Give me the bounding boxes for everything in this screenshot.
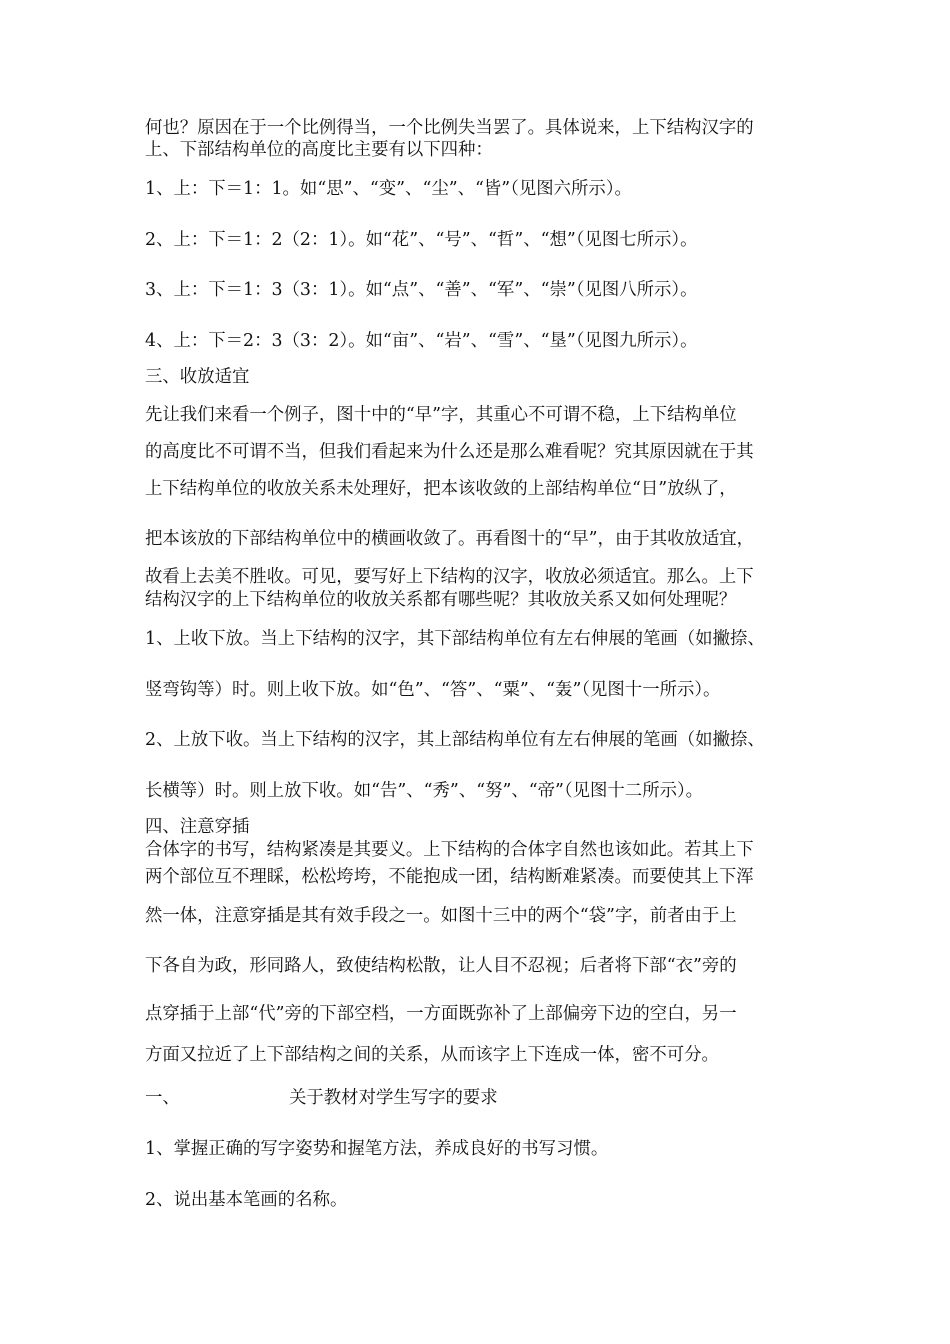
- section-number: 一、: [145, 1088, 180, 1108]
- text-line: 然一体，注意穿插是其有效手段之一。如图十三中的两个“袋”字，前者由于上: [145, 906, 737, 926]
- text-line: 把本该放的下部结构单位中的横画收敛了。再看图十的“早”，由于其收放适宜，: [145, 529, 755, 549]
- section-title: 关于教材对学生写字的要求: [289, 1088, 498, 1108]
- list-item: 长横等）时。则上放下收。如“告”、“秀”、“努”、“帝”（见图十二所示）。: [145, 781, 704, 801]
- ratio-item-4: 4、上：下＝2：3（3：2）。如“亩”、“岩”、“雪”、“垦”（见图九所示）。: [145, 331, 698, 351]
- text-line: 何也？原因在于一个比例得当，一个比例失当罢了。具体说来，上下结构汉字的: [145, 118, 754, 138]
- ratio-item-2: 2、上：下＝1：2（2：1）。如“花”、“号”、“哲”、“想”（见图七所示）。: [145, 230, 698, 250]
- list-item: 2、上放下收。当上下结构的汉字，其上部结构单位有左右伸展的笔画（如撇捺、: [145, 730, 765, 750]
- text-line: 方面又拉近了上下部结构之间的关系，从而该字上下连成一体，密不可分。: [145, 1045, 719, 1065]
- list-item: 1、上收下放。当上下结构的汉字，其下部结构单位有左右伸展的笔画（如撇捺、: [145, 629, 765, 649]
- section-heading-1: [145, 1087, 498, 1109]
- text-line: 点穿插于上部“代”旁的下部空档，一方面既弥补了上部偏旁下边的空白，另一: [145, 1004, 737, 1024]
- requirement-item-1: 1、掌握正确的写字姿势和握笔方法，养成良好的书写习惯。: [145, 1139, 609, 1159]
- text-line: 上、下部结构单位的高度比主要有以下四种：: [145, 140, 493, 160]
- ratio-item-1: 1、上：下＝1：1。如“思”、“变”、“尘”、“皆”（见图六所示）。: [145, 179, 632, 199]
- requirement-item-2: 2、说出基本笔画的名称。: [145, 1190, 348, 1210]
- text-line: 先让我们来看一个例子，图十中的“早”字，其重心不可谓不稳，上下结构单位: [145, 405, 737, 425]
- section-heading-4: 四、注意穿插: [145, 817, 250, 837]
- text-line: 上下结构单位的收放关系未处理好，把本该收敛的上部结构单位“日”放纵了，: [145, 479, 737, 499]
- list-item: 竖弯钩等）时。则上收下放。如“色”、“答”、“粟”、“轰”（见图十一所示）。: [145, 680, 721, 700]
- text-line: 两个部位互不理睬，松松垮垮，不能抱成一团，结构断难紧凑。而要使其上下浑: [145, 867, 754, 887]
- text-line: 下各自为政，形同路人，致使结构松散，让人目不忍视；后者将下部“衣”旁的: [145, 956, 737, 976]
- ratio-item-3: 3、上：下＝1：3（3：1）。如“点”、“善”、“军”、“崇”（见图八所示）。: [145, 280, 698, 300]
- text-line: 结构汉字的上下结构单位的收放关系都有哪些呢？其收放关系又如何处理呢？: [145, 590, 737, 610]
- text-line: 的高度比不可谓不当，但我们看起来为什么还是那么难看呢？究其原因就在于其: [145, 442, 754, 462]
- text-line: 合体字的书写，结构紧凑是其要义。上下结构的合体字自然也该如此。若其上下: [145, 840, 754, 860]
- text-line: 故看上去美不胜收。可见，要写好上下结构的汉字，收放必须适宜。那么。上下: [145, 567, 754, 587]
- section-heading-3: 三、收放适宜: [145, 367, 250, 387]
